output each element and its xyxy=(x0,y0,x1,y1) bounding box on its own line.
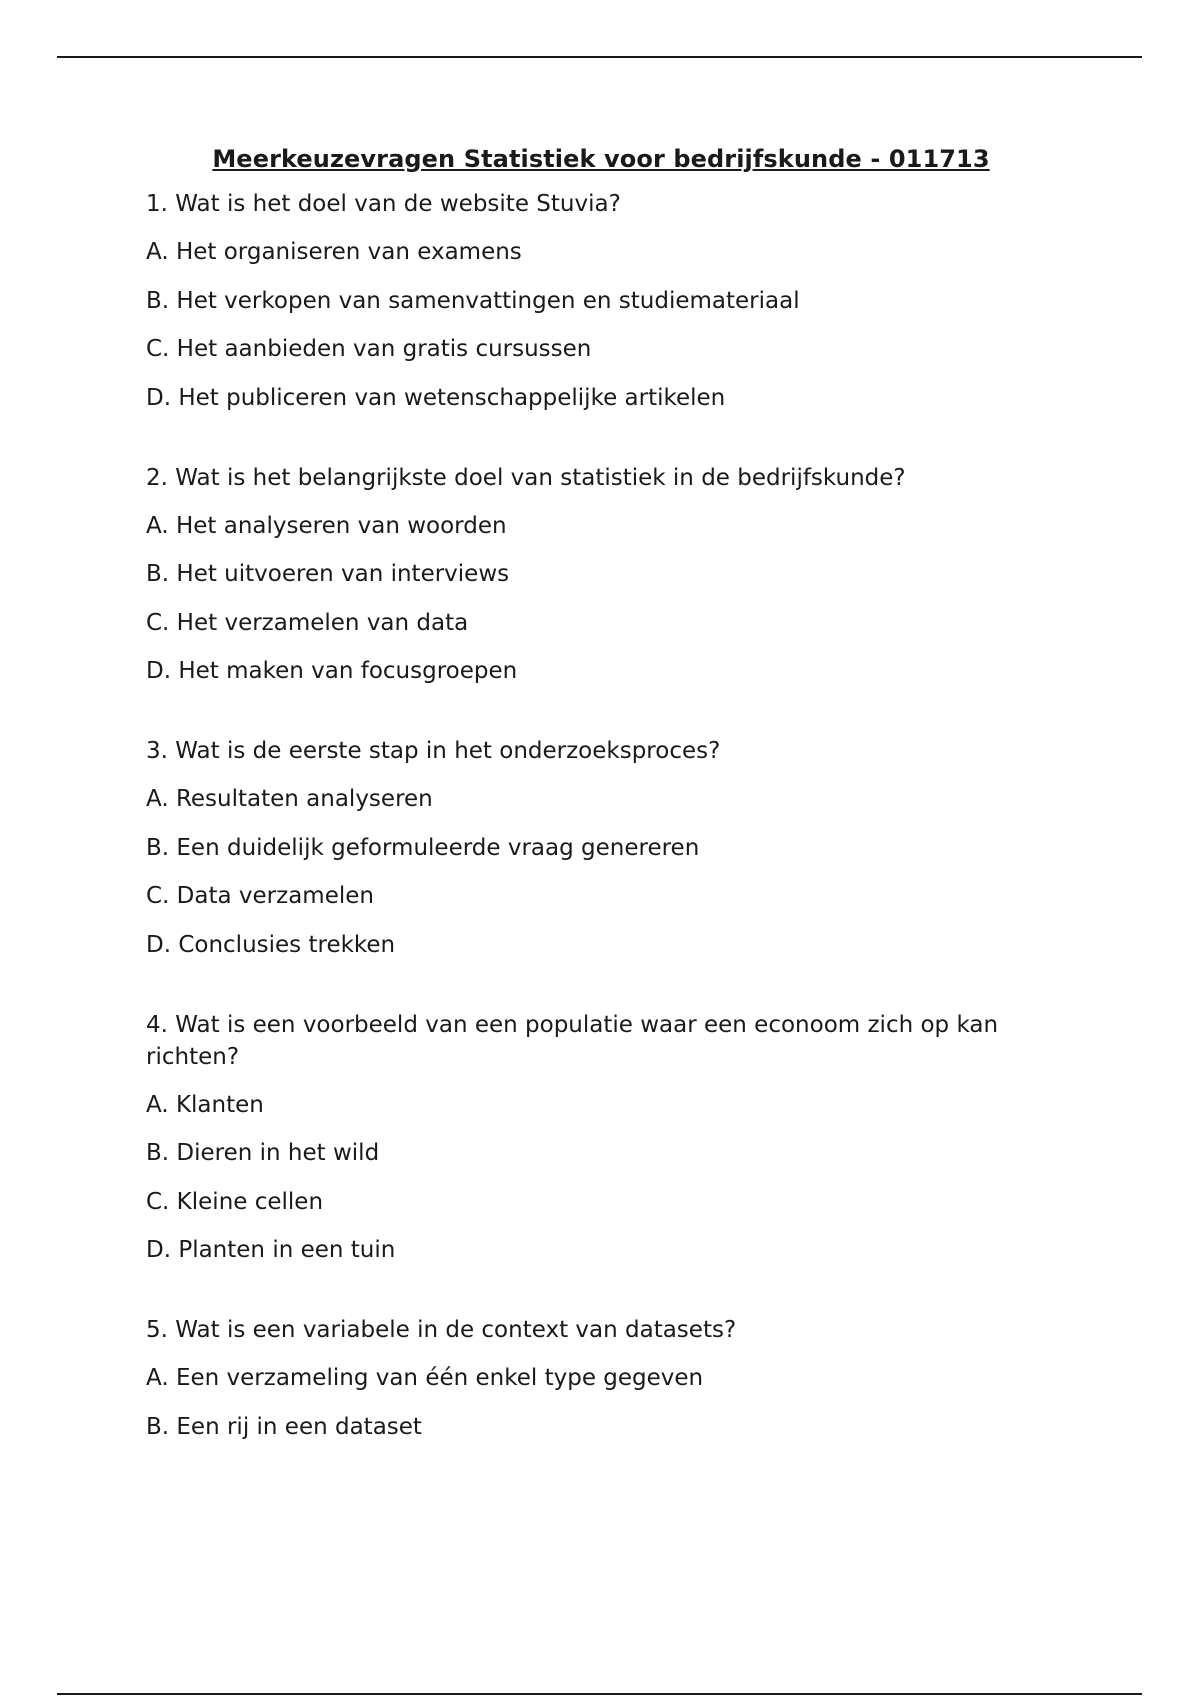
answer-option: C. Kleine cellen xyxy=(146,1188,324,1215)
answer-option: C. Het verzamelen van data xyxy=(146,609,469,636)
question-text: 2. Wat is het belangrijkste doel van statistiek in de bedrijfskunde? xyxy=(146,464,906,491)
document-title: Meerkeuzevragen Statistiek voor bedrijfskunde - 011713 xyxy=(212,145,990,173)
answer-option: B. Het uitvoeren van interviews xyxy=(146,561,510,587)
answer-option: A. Klanten xyxy=(146,1091,264,1118)
header-rule xyxy=(57,56,1142,58)
answer-option: B. Het verkopen van samenvattingen en studiemateriaal xyxy=(146,287,800,314)
question-text: 1. Wat is het doel van de website Stuvia? xyxy=(146,191,621,217)
question-text: 3. Wat is de eerste stap in het onderzoeksproces? xyxy=(146,738,721,764)
answer-option: D. Conclusies trekken xyxy=(146,931,396,958)
answer-option: A. Het analyseren van woorden xyxy=(146,512,507,539)
question-block-3 xyxy=(146,735,1056,961)
answer-option: C. Data verzamelen xyxy=(146,883,374,909)
answer-option: D. Planten in een tuin xyxy=(146,1237,396,1263)
answer-option: C. Het aanbieden van gratis cursussen xyxy=(146,336,592,362)
answer-option: A. Resultaten analyseren xyxy=(146,786,433,812)
answer-option: B. Een duidelijk geformuleerde vraag genereren xyxy=(146,834,700,861)
answer-option: A. Een verzameling van één enkel type gegeven xyxy=(146,1365,704,1391)
question-block-2 xyxy=(146,462,1056,688)
question-block-4 xyxy=(146,1009,1056,1267)
question-text: 5. Wat is een variabele in de context van datasets? xyxy=(146,1317,737,1343)
question-block-5 xyxy=(146,1314,1056,1443)
answer-option: A. Het organiseren van examens xyxy=(146,239,522,265)
answer-option: B. Een rij in een dataset xyxy=(146,1413,422,1440)
footer-rule xyxy=(57,1693,1142,1695)
answer-option: B. Dieren in het wild xyxy=(146,1140,380,1166)
question-text: 4. Wat is een voorbeeld van een populatie waar een econoom zich op kan richten? xyxy=(146,1011,999,1070)
answer-option: D. Het publiceren van wetenschappelijke artikelen xyxy=(146,384,726,411)
question-block-1 xyxy=(146,188,1056,414)
document-body xyxy=(146,142,1056,1491)
answer-option: D. Het maken van focusgroepen xyxy=(146,658,518,684)
